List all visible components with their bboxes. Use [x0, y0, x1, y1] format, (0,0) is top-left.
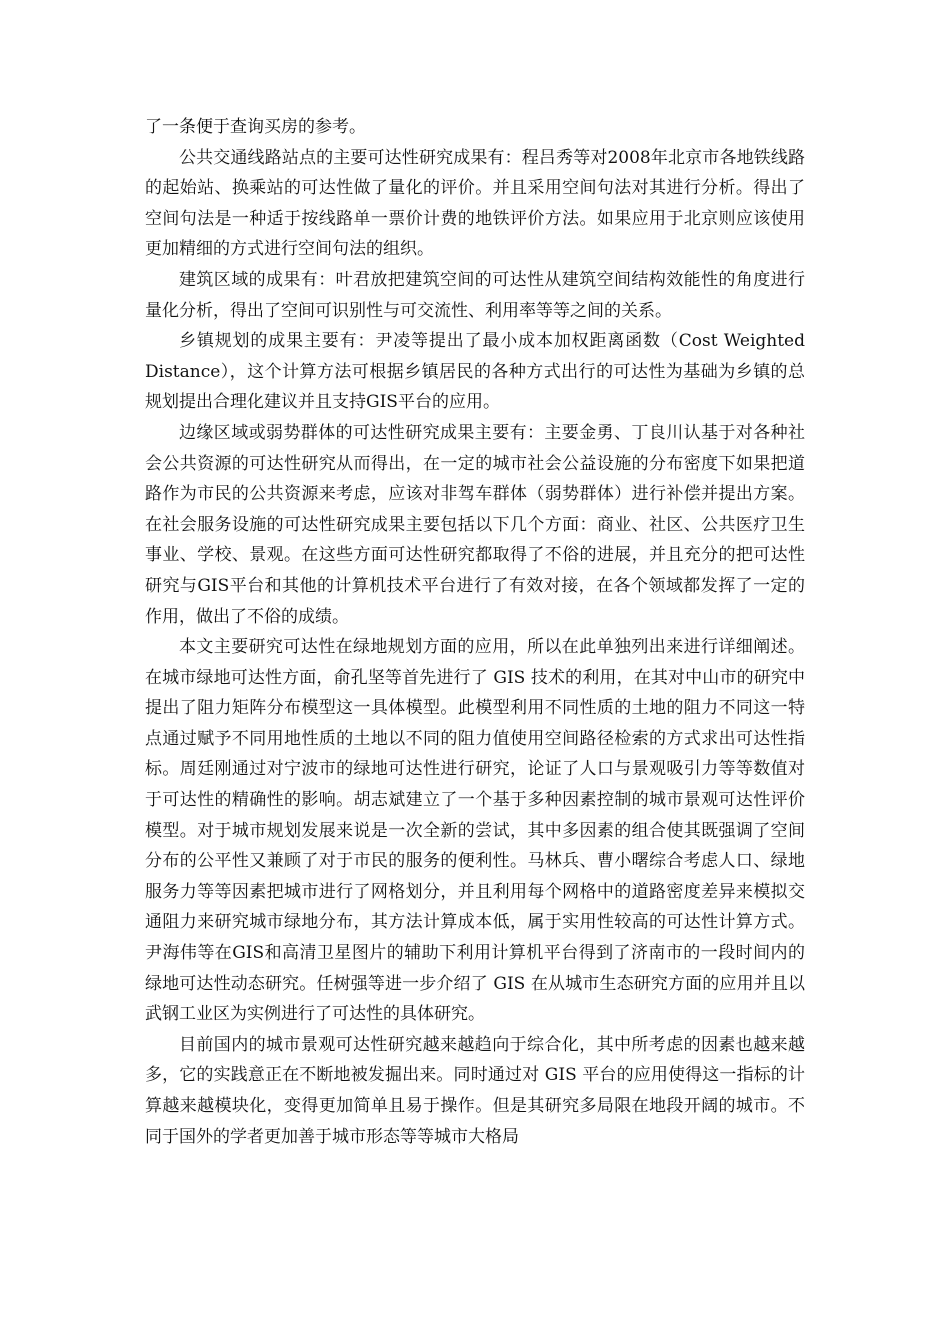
paragraph-domestic-research: 目前国内的城市景观可达性研究越来越趋向于综合化，其中所考虑的因素也越来越多，它的实践意正在不断地被发掘出来。同时通过对 GIS 平台的应用使得这一指标的计算越来越模块化，变得更加简单且易于操作。但是其研究多局限在地段开阔的城市。不同于国外的学者更加善于城市形态等等城市大格局 — [145, 1034, 805, 1147]
paragraph-continuation: 了一条便于查询买房的参考。 — [145, 117, 366, 137]
paragraph-building-area: 建筑区域的成果有：叶君放把建筑空间的可达性从建筑空间结构效能性的角度进行量化分析，得出了空间可识别性与可交流性、利用率等等之间的关系。 — [145, 269, 805, 321]
paragraph-marginal-groups: 边缘区域或弱势群体的可达性研究成果主要有：主要金勇、丁良川认基于对各种社会公共资源的可达性研究从而得出，在一定的城市社会公益设施的分布密度下如果把道路作为市民的公共资源来考虑，应该对非驾车群体（弱势群体）进行补偿并提出方案。在社会服务设施的可达性研究成果主要包括以下几个方面：商业、社区、公共医疗卫生事业、学校、景观。在这些方面可达性研究都取得了不俗的进展，并且充分的把可达性研究与GIS平台和其他的计算机技术平台进行了有效对接，在各个领域都发挥了一定的作用，做出了不俗的成绩。 — [145, 422, 805, 627]
document-body — [145, 112, 805, 1152]
paragraph-public-transit: 公共交通线路站点的主要可达性研究成果有：程吕秀等对2008年北京市各地铁线路的起始站、换乘站的可达性做了量化的评价。并且采用空间句法对其进行分析。得出了空间句法是一种适于按线路单一票价计费的地铁评价方法。如果应用于北京则应该使用更加精细的方式进行空间句法的组织。 — [145, 147, 805, 260]
paragraph-green-space: 本文主要研究可达性在绿地规划方面的应用，所以在此单独列出来进行详细阐述。在城市绿地可达性方面，俞孔坚等首先进行了 GIS 技术的利用，在其对中山市的研究中提出了阻力矩阵分布模型这一具体模型。此模型利用不同性质的土地的阻力不同这一特点通过赋予不同用地性质的土地以不同的阻力值使用空间路径检索的方式求出可达性指标。周廷刚通过对宁波市的绿地可达性进行研究，论证了人口与景观吸引力等等数值对于可达性的精确性的影响。胡志斌建立了一个基于多种因素控制的城市景观可达性评价模型。对于城市规划发展来说是一次全新的尝试，其中多因素的组合使其既强调了空间分布的公平性又兼顾了对于市民的服务的便利性。马林兵、曹小曙综合考虑人口、绿地服务力等等因素把城市进行了网格划分，并且利用每个网格中的道路密度差异来模拟交通阻力来研究城市绿地分布，其方法计算成本低，属于实用性较高的可达性计算方式。尹海伟等在GIS和高清卫星图片的辅助下利用计算机平台得到了济南市的一段时间内的绿地可达性动态研究。任树强等进一步介绍了 GIS 在从城市生态研究方面的应用并且以武钢工业区为实例进行了可达性的具体研究。 — [145, 637, 805, 1025]
paragraph-township-planning: 乡镇规划的成果主要有：尹凌等提出了最小成本加权距离函数（Cost Weighted Distance），这个计算方法可根据乡镇居民的各种方式出行的可达性为基础为乡镇的总规划提出合理化建议并且支持GIS平台的应用。 — [145, 331, 805, 413]
